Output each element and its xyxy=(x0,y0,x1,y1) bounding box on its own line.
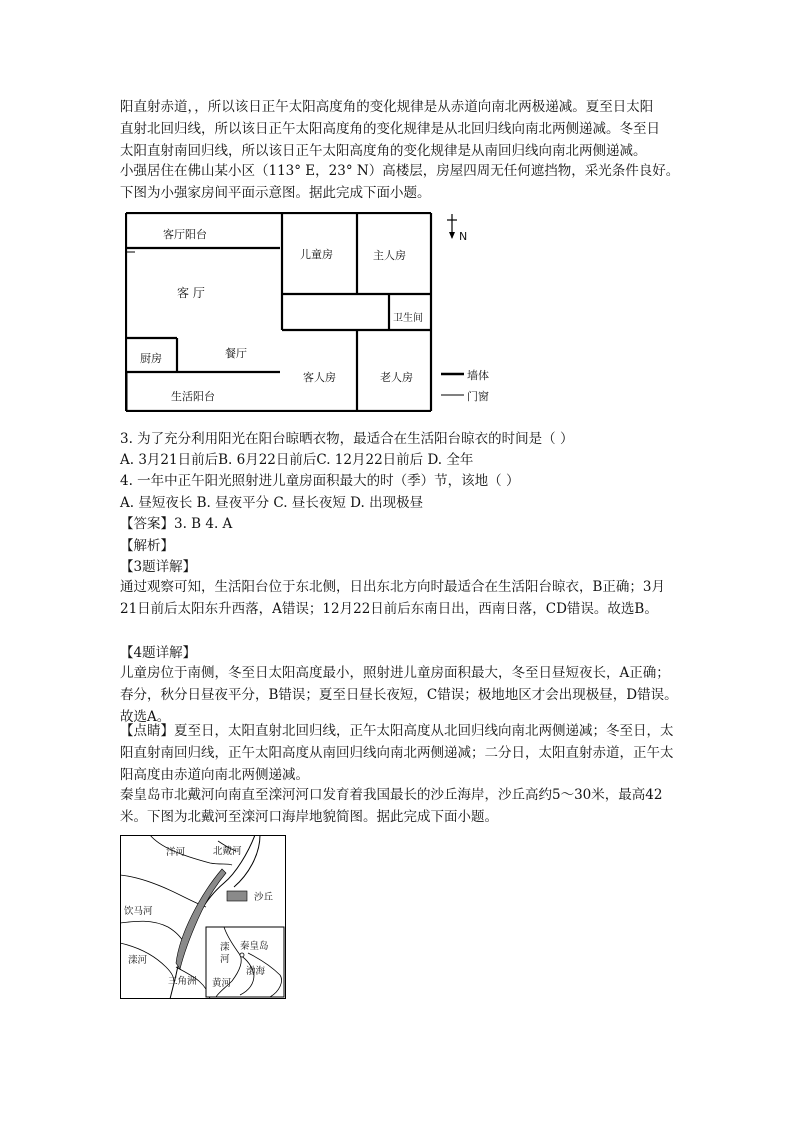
q4-detail-text: 儿童房位于南侧，冬至日太阳高度最小，照射进儿童房面积最大，冬至日昼短夜长，A正确；春分，秋分日昼夜平分，B错误；夏至日昼长夜短，C错误；极地地区才会出现极昼，D错误。故选A。 xyxy=(120,665,678,725)
intro-line-4: 小强居住在佛山某小区（113° E，23° N）高楼层，房屋四周无任何遮挡物，采光条件良好。 xyxy=(120,163,680,179)
intro-line-1: 阳直射赤道，，所以该日正午太阳高度角的变化规律是从赤道向南北两极递减。夏至日太阳 xyxy=(120,99,654,115)
legend-door-label: 门窗 xyxy=(467,390,489,403)
question-4-options: A. 昼短夜长 B. 昼夜平分 C. 昼长夜短 D. 出现极昼 xyxy=(120,495,424,511)
map-label-sanjiaozhou: 三角洲 xyxy=(168,976,197,987)
room-children: 儿童房 xyxy=(300,248,333,261)
map-label-luanhe: 滦河 xyxy=(128,955,148,966)
question-3: 3. 为了充分利用阳光在阳台晾晒衣物，最适合在生活阳台晾衣的时间是（ ） xyxy=(120,431,574,447)
room-kitchen: 厨房 xyxy=(140,352,162,365)
room-guest: 客人房 xyxy=(303,371,336,384)
inset-label-huanghe: 黄河 xyxy=(212,978,232,989)
legend-wall-label: 墙体 xyxy=(467,369,489,382)
north-arrow-icon xyxy=(445,212,459,242)
tip-text: 【点睛】夏至日，太阳直射北回归线，正午太阳高度从北回归线向南北两侧递减；冬至日，太阳直射南回归线，正午太阳高度从南回归线向南北两侧递减；二分日，太阳直射赤道，正午太阳高度由赤道向南北两侧递减。 xyxy=(120,723,674,783)
q3-detail-heading: 【3题详解】 xyxy=(120,559,197,575)
legend-icons xyxy=(440,368,466,402)
question-4: 4. 一年中正午阳光照射进儿童房面积最大的时（季）节，该地（ ） xyxy=(120,473,520,489)
map-label-yanghe: 洋河 xyxy=(166,847,186,858)
intro-line-5: 下图为小强家房间平面示意图。据此完成下面小题。 xyxy=(120,185,431,201)
room-elder: 老人房 xyxy=(380,371,413,384)
room-master: 主人房 xyxy=(373,249,406,262)
inset-label-bohai: 渤海 xyxy=(246,966,266,977)
passage-2: 秦皇岛市北戴河向南直至滦河河口发育着我国最长的沙丘海岸，沙丘高约5～30米，最高42米。下图为北戴河至滦河口海岸地貌简图。据此完成下面小题。 xyxy=(120,787,663,825)
map-label-beidaihe: 北戴河 xyxy=(213,846,242,857)
map-label-yinmahe: 饮马河 xyxy=(124,906,153,917)
room-service-balcony: 生活阳台 xyxy=(171,390,215,403)
intro-line-2: 直射北回归线，所以该日正午太阳高度角的变化规律是从北回归线向南北两侧递减。冬至日 xyxy=(120,121,660,137)
inset-label-luan: 滦 xyxy=(220,942,230,953)
north-label: N xyxy=(459,230,468,243)
room-dining: 餐厅 xyxy=(225,347,247,360)
room-living-room: 客 厅 xyxy=(177,286,205,300)
q4-detail-heading: 【4题详解】 xyxy=(120,645,197,661)
floor-plan-figure xyxy=(125,212,433,412)
coast-map-figure xyxy=(120,835,287,1000)
room-bathroom: 卫生间 xyxy=(393,313,423,324)
intro-line-3: 太阳直射南回归线，所以该日正午太阳高度角的变化规律是从南回归线向南北两侧递减。 xyxy=(120,143,647,159)
analysis-heading: 【解析】 xyxy=(120,538,174,554)
map-legend-sandhill: 沙丘 xyxy=(254,892,274,903)
inset-label-he: 河 xyxy=(220,954,230,965)
answer-line: 【答案】3. B 4. A xyxy=(120,516,233,532)
room-living-balcony: 客厅阳台 xyxy=(163,228,207,241)
q3-detail-text: 通过观察可知，生活阳台位于东北侧，日出东北方向时最适合在生活阳台晾衣，B正确；3月21日前后太阳东升西落，A错误；12月22日前后东南日出，西南日落，CD错误。故选B。 xyxy=(120,579,666,617)
inset-label-qinhuangdao: 秦皇岛 xyxy=(240,941,269,952)
question-3-options: A. 3月21日前后B. 6月22日前后C. 12月22日前后 D. 全年 xyxy=(120,452,474,468)
